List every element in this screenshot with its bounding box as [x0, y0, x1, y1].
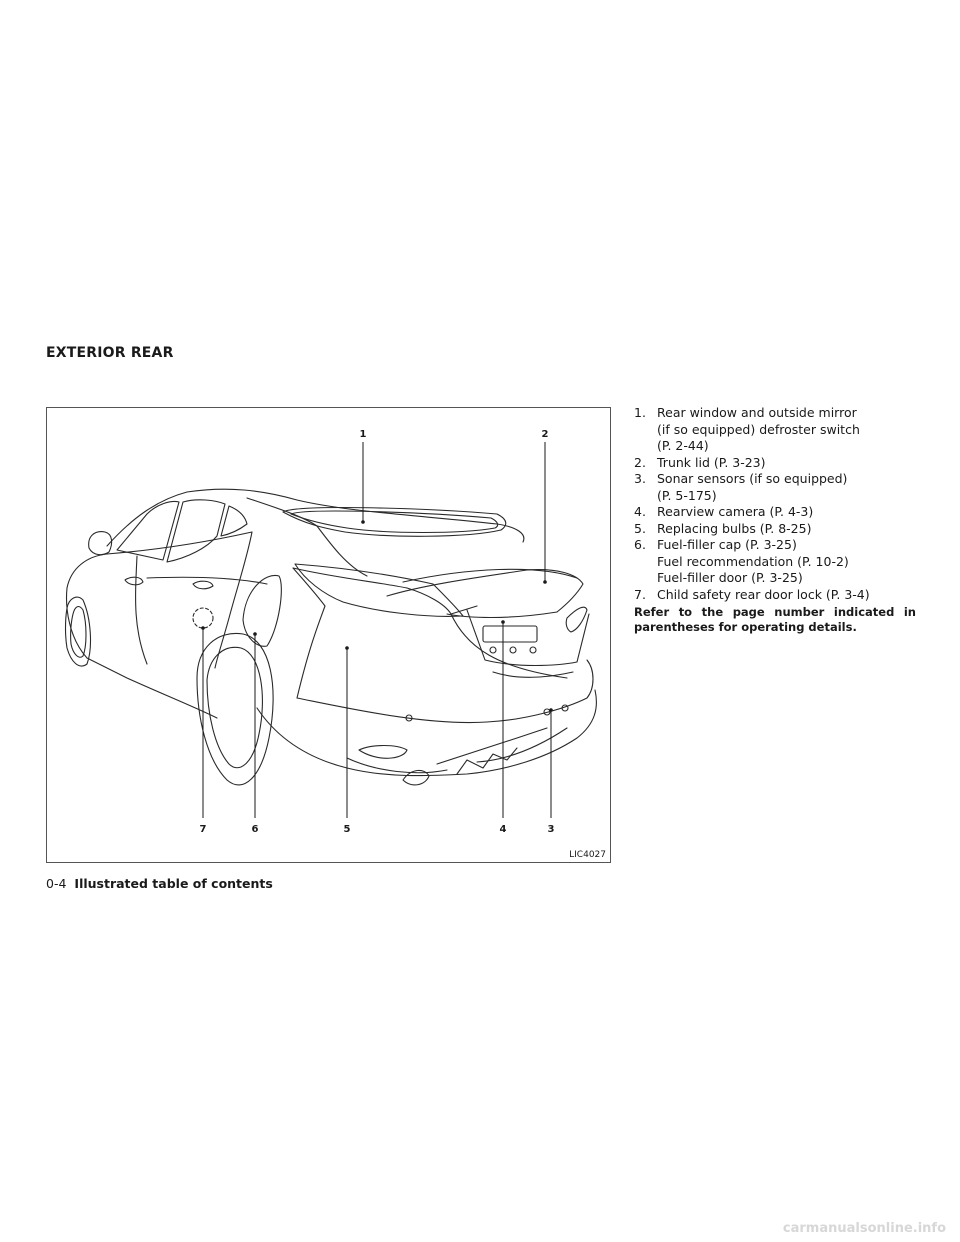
callout-legend — [634, 405, 916, 635]
legend-number: 2. — [634, 454, 646, 470]
legend-item-7 — [634, 587, 916, 604]
legend-text: Trunk lid (P. 3-23) — [657, 454, 766, 470]
callout-6: 6 — [251, 824, 259, 835]
legend-text: Fuel-filler cap (P. 3-25) — [657, 537, 797, 552]
legend-number: 7. — [634, 586, 646, 602]
legend-item-4 — [634, 504, 916, 521]
legend-text: Rear window and outside mirror — [657, 405, 857, 420]
legend-number: 4. — [634, 504, 646, 519]
legend-text: (P. 2-44) — [657, 438, 709, 453]
legend-text: (P. 5-175) — [657, 487, 717, 503]
callout-3: 3 — [547, 824, 555, 835]
page-number: 0-4 — [46, 876, 67, 891]
section-heading: EXTERIOR REAR — [46, 345, 174, 361]
figure-code: LIC4027 — [569, 850, 606, 860]
watermark: carmanualsonline.info — [782, 1221, 946, 1236]
legend-text: (if so equipped) defroster switch — [657, 421, 860, 437]
legend-text: Fuel recommendation (P. 10-2) — [657, 553, 849, 569]
legend-item-3 — [634, 471, 916, 504]
legend-item-1 — [634, 405, 916, 455]
footer-title: Illustrated table of contents — [74, 876, 273, 891]
page-footer — [46, 876, 273, 891]
legend-note: Refer to the page number indicated in parentheses for operating details. — [634, 605, 916, 634]
callout-7: 7 — [199, 824, 207, 835]
legend-text: Sonar sensors (if so equipped) — [657, 471, 848, 486]
legend-text: Child safety rear door lock (P. 3-4) — [657, 586, 870, 602]
legend-text: Rearview camera (P. 4-3) — [657, 504, 814, 519]
callout-4: 4 — [499, 824, 507, 835]
legend-text: Replacing bulbs (P. 8-25) — [657, 520, 812, 536]
callout-5: 5 — [343, 824, 351, 835]
legend-number: 1. — [634, 405, 646, 420]
vehicle-rear-illustration — [46, 407, 611, 863]
legend-number: 3. — [634, 471, 646, 486]
legend-text: Fuel-filler door (P. 3-25) — [657, 570, 803, 585]
legend-number: 5. — [634, 520, 646, 536]
legend-number: 6. — [634, 537, 646, 552]
callout-2: 2 — [541, 429, 549, 440]
callout-1: 1 — [359, 429, 367, 440]
car-line-drawing — [47, 408, 610, 862]
legend-item-5 — [634, 521, 916, 538]
legend-item-2 — [634, 455, 916, 472]
legend-item-6 — [634, 537, 916, 587]
